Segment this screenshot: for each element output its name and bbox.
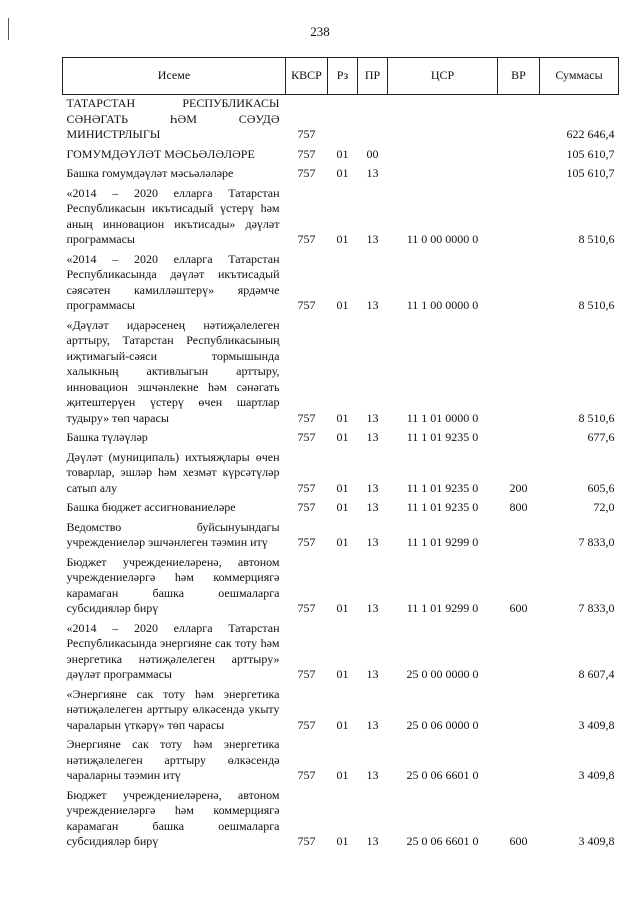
cell-kvsr: 757 xyxy=(297,834,316,848)
table-body xyxy=(63,95,619,853)
cell-rz: 01 xyxy=(336,834,349,848)
cell-vr: 800 xyxy=(509,500,528,514)
cell-csr: 25 0 06 6601 0 xyxy=(406,834,479,848)
cell-sum: 8 510,6 xyxy=(578,410,615,425)
cell-rz xyxy=(328,95,358,146)
cell-kvsr: 757 xyxy=(297,127,316,141)
table-row xyxy=(63,146,619,166)
cell-sum: 8 510,6 xyxy=(578,298,615,312)
cell-sum: 105 610,7 xyxy=(566,146,615,161)
header-name: Исеме xyxy=(63,58,286,95)
cell-csr: 11 1 01 9235 0 xyxy=(406,430,479,444)
cell-kvsr: 757 xyxy=(297,232,316,246)
cell-kvsr: 757 xyxy=(297,166,316,180)
cell-vr xyxy=(498,736,540,787)
cell-pr: 13 xyxy=(366,232,379,246)
cell-pr: 13 xyxy=(366,535,379,549)
cell-csr xyxy=(388,165,498,185)
header-kvsr: КВСР xyxy=(286,58,328,95)
table-row xyxy=(63,554,619,620)
page-number: 238 xyxy=(310,24,330,39)
cell-pr: 13 xyxy=(366,768,379,782)
cell-csr xyxy=(388,146,498,166)
cell-csr xyxy=(388,95,498,146)
cell-sum: 677,6 xyxy=(587,430,615,444)
cell-vr xyxy=(498,429,540,449)
cell-vr xyxy=(498,146,540,166)
header-vr: ВР xyxy=(498,58,540,95)
table-row xyxy=(63,165,619,185)
cell-pr: 13 xyxy=(366,500,379,514)
cell-csr: 25 0 06 6601 0 xyxy=(406,768,479,782)
cell-name: Башка бюджет ассигнованиеләре xyxy=(66,500,236,514)
budget-table xyxy=(62,57,619,853)
cell-sum: 8 607,4 xyxy=(578,667,615,681)
cell-name: «2014 – 2020 елларга Татарстан Республикасында дәүләт икътисадый сәясәтен камилләштерү» ярдәмче программасы xyxy=(66,251,280,312)
cell-sum: 3 409,8 xyxy=(578,717,615,732)
table-row xyxy=(63,499,619,519)
table-row xyxy=(63,429,619,449)
cell-pr: 13 xyxy=(366,298,379,312)
cell-rz: 01 xyxy=(336,410,349,425)
cell-name: Дәүләт (муниципаль) ихтыяҗлары өчен товарлар, эшләр һәм хезмәт күрсәтүләр сатып алу xyxy=(66,449,280,495)
cell-vr xyxy=(498,251,540,317)
cell-pr: 13 xyxy=(366,166,379,180)
cell-name: «2014 – 2020 елларга Татарстан Республикасында энергияне сак тоту һәм энергетика нәтиҗәлелеген арттыру» дәүләт программасы xyxy=(66,620,280,681)
table-row xyxy=(63,787,619,853)
table-header xyxy=(63,58,619,95)
cell-rz: 01 xyxy=(336,298,349,312)
cell-rz: 01 xyxy=(336,232,349,246)
table-row xyxy=(63,317,619,430)
cell-csr: 11 1 01 9235 0 xyxy=(406,500,479,514)
cell-sum: 7 833,0 xyxy=(578,535,615,549)
cell-sum: 622 646,4 xyxy=(566,127,615,141)
cell-vr xyxy=(498,95,540,146)
cell-kvsr: 757 xyxy=(297,717,316,732)
cell-name: «2014 – 2020 елларга Татарстан Республикасын икътисадый үстерү һәм аның инновацион икътисады» дәүләт программасы xyxy=(66,185,280,246)
table-row xyxy=(63,519,619,554)
cell-pr: 13 xyxy=(366,834,379,848)
header-csr: ЦСР xyxy=(388,58,498,95)
table-row xyxy=(63,251,619,317)
cell-vr xyxy=(498,620,540,686)
table-row xyxy=(63,95,619,146)
cell-pr: 13 xyxy=(366,410,379,425)
cell-csr: 11 1 01 9299 0 xyxy=(406,601,479,615)
cell-name: Башка гомумдәүләт мәсьәләләре xyxy=(66,166,234,180)
cell-vr xyxy=(498,165,540,185)
cell-sum: 3 409,8 xyxy=(578,768,615,782)
cell-vr xyxy=(498,185,540,251)
cell-kvsr: 757 xyxy=(297,480,316,495)
cell-sum: 8 510,6 xyxy=(578,232,615,246)
cell-kvsr: 757 xyxy=(297,410,316,425)
cell-kvsr: 757 xyxy=(297,298,316,312)
cell-name: ТАТАРСТАН РЕСПУБЛИКАСЫ СӘНӘГАТЬ ҺӘМ СӘУДӘ МИНИСТРЛЫГЫ xyxy=(66,96,280,141)
table-row xyxy=(63,620,619,686)
cell-vr: 600 xyxy=(509,601,528,615)
cell-pr: 00 xyxy=(366,146,379,161)
cell-rz: 01 xyxy=(336,146,349,161)
cell-rz: 01 xyxy=(336,717,349,732)
cell-name: «Дәүләт идарәсенең нәтиҗәлелеген арттыру, Татарстан Республикасының иҗтимагый-сәяси тормышында халыкның активлыгын арттыру, инновацион эшчәнлекне һәм сәнәгать җитештерүен үстерү өчен шартлар тудыру» төп чарасы xyxy=(66,317,280,425)
cell-pr: 13 xyxy=(366,601,379,615)
cell-pr: 13 xyxy=(366,430,379,444)
cell-vr xyxy=(498,317,540,430)
cell-kvsr: 757 xyxy=(297,667,316,681)
cell-rz: 01 xyxy=(336,430,349,444)
cell-name: Бюджет учреждениеләренә, автоном учреждениеләргә һәм коммерциягә карамаган башка оешмаларга субсидияләр бирү xyxy=(66,787,280,848)
cell-rz: 01 xyxy=(336,166,349,180)
cell-kvsr: 757 xyxy=(297,601,316,615)
cell-rz: 01 xyxy=(336,500,349,514)
cell-sum: 105 610,7 xyxy=(566,166,615,180)
cell-name: Энергияне сак тоту һәм энергетика нәтиҗәлелеген арттыру өлкәсендә чараларны тәэмин итү xyxy=(66,737,280,782)
cell-pr: 13 xyxy=(366,667,379,681)
cell-rz: 01 xyxy=(336,667,349,681)
cell-name: ГОМУМДӘҮЛӘТ МӘСЬӘЛӘЛӘРЕ xyxy=(66,146,255,161)
cell-vr xyxy=(498,519,540,554)
header-pr: ПР xyxy=(358,58,388,95)
table-row xyxy=(63,736,619,787)
cell-csr: 11 1 01 9235 0 xyxy=(406,480,479,495)
cell-vr: 200 xyxy=(509,480,528,495)
cell-kvsr: 757 xyxy=(297,768,316,782)
table-row xyxy=(63,449,619,500)
cell-pr: 13 xyxy=(366,480,379,495)
cell-rz: 01 xyxy=(336,601,349,615)
cell-name: «Энергияне сак тоту һәм энергетика нәтиҗәлелеген арттыру өлкәсендә укыту чараларын үткәрү» төп чарасы xyxy=(66,686,280,732)
cell-kvsr: 757 xyxy=(297,430,316,444)
cell-kvsr: 757 xyxy=(297,500,316,514)
cell-csr: 11 1 01 0000 0 xyxy=(406,410,479,425)
cell-rz: 01 xyxy=(336,480,349,495)
cell-csr: 11 1 00 0000 0 xyxy=(406,298,479,312)
cell-sum: 7 833,0 xyxy=(578,601,615,615)
cell-name: Ведомство буйсынуындагы учреждениеләр эшчәнлеген тәэмин итү xyxy=(66,519,280,549)
cell-pr xyxy=(358,95,388,146)
cell-csr: 11 1 01 9299 0 xyxy=(406,535,479,549)
cell-sum: 3 409,8 xyxy=(578,834,615,848)
cell-rz: 01 xyxy=(336,768,349,782)
cell-csr: 25 0 06 0000 0 xyxy=(406,717,479,732)
cell-rz: 01 xyxy=(336,535,349,549)
cell-kvsr: 757 xyxy=(297,146,316,161)
cell-sum: 605,6 xyxy=(587,480,615,495)
cell-vr xyxy=(498,686,540,737)
header-sum: Суммасы xyxy=(540,58,619,95)
cell-pr: 13 xyxy=(366,717,379,732)
cell-csr: 11 0 00 0000 0 xyxy=(406,232,479,246)
cell-name: Бюджет учреждениеләренә, автоном учреждениеләргә һәм коммерциягә карамаган башка оешмаларга субсидияләр бирү xyxy=(66,554,280,615)
cell-sum: 72,0 xyxy=(593,500,615,514)
cell-csr: 25 0 00 0000 0 xyxy=(406,667,479,681)
table-row xyxy=(63,185,619,251)
cell-vr: 600 xyxy=(509,834,528,848)
cell-kvsr: 757 xyxy=(297,535,316,549)
table-row xyxy=(63,686,619,737)
header-rz: Рз xyxy=(328,58,358,95)
cell-name: Башка түләүләр xyxy=(66,430,148,444)
